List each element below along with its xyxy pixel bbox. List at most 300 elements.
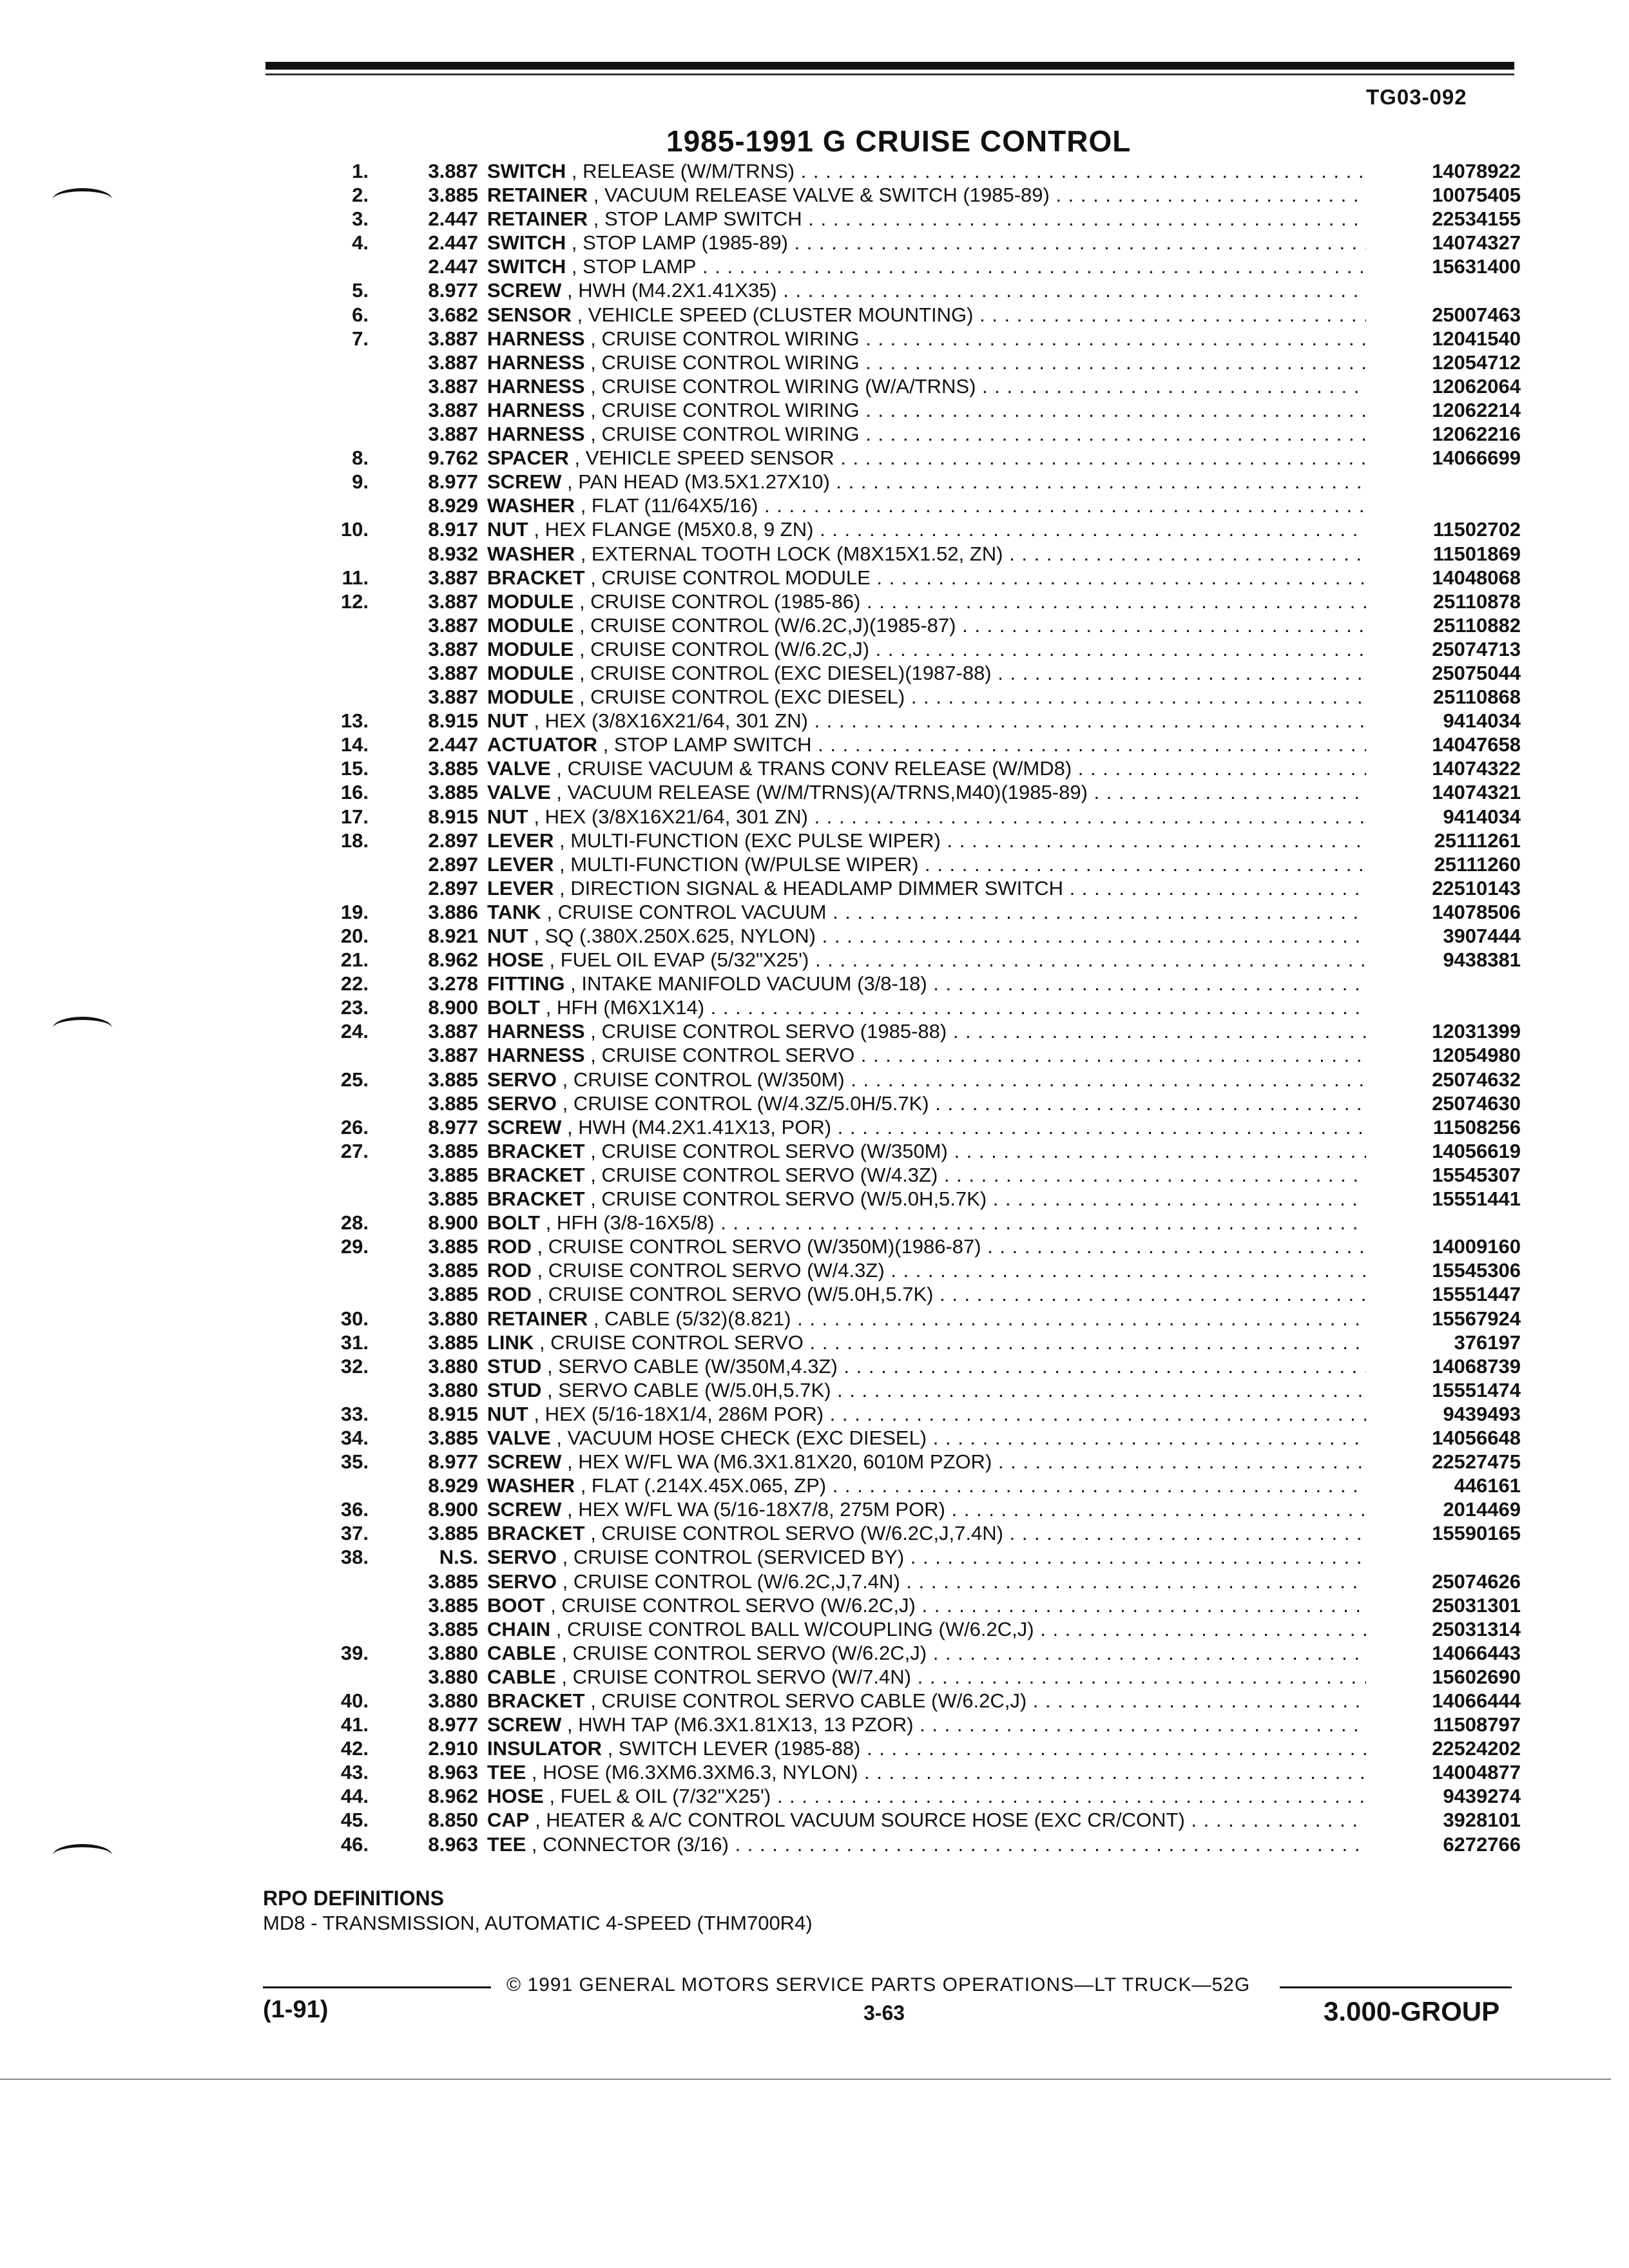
part-row	[309, 1808, 1521, 1832]
part-name: WASHER	[487, 494, 575, 517]
part-row	[309, 1426, 1521, 1450]
item-number: 33.	[340, 1402, 369, 1425]
part-description	[487, 1808, 1366, 1832]
part-detail: , STOP LAMP (1985-89)	[571, 231, 788, 255]
part-name: SERVO	[487, 1091, 557, 1115]
part-name: TEE	[487, 1832, 526, 1856]
item-number: 25.	[340, 1068, 369, 1091]
part-detail: , CRUISE CONTROL VACUUM	[546, 900, 827, 923]
part-name: BRACKET	[487, 1163, 585, 1186]
part-description	[487, 327, 1366, 351]
part-detail: , CRUISE VACUUM & TRANS CONV RELEASE (W/MD8)	[556, 757, 1072, 780]
part-description	[487, 1331, 1366, 1354]
group-number: 3.887	[428, 686, 478, 709]
part-name: LEVER	[487, 876, 554, 899]
part-row	[309, 1402, 1521, 1426]
footer-copyright: © 1991 GENERAL MOTORS SERVICE PARTS OPERATIONS—LT TRUCK—52G	[506, 1974, 1251, 1995]
part-number: 14078506	[1432, 900, 1521, 923]
group-number: 3.885	[428, 1426, 478, 1449]
part-detail: , SQ (.380X.250X.625, NYLON)	[534, 925, 816, 947]
part-detail: , SWITCH LEVER (1985-88)	[607, 1737, 861, 1760]
part-detail: , CRUISE CONTROL (W/6.2C,J)	[579, 637, 870, 660]
part-description	[487, 494, 1366, 517]
part-row	[309, 709, 1521, 733]
part-name: SCREW	[487, 279, 562, 302]
part-description	[487, 1426, 1366, 1450]
item-number: 9.	[352, 470, 369, 494]
part-row	[309, 1378, 1521, 1402]
group-number: 3.885	[428, 1068, 478, 1091]
part-name: NUT	[487, 805, 528, 828]
group-number: 3.887	[428, 661, 478, 684]
part-row	[309, 1497, 1521, 1521]
part-detail: , SERVO CABLE (W/5.0H,5.7K)	[547, 1378, 831, 1401]
group-number: 3.880	[428, 1665, 478, 1688]
part-detail: , STOP LAMP SWITCH	[602, 733, 812, 756]
part-name: SERVO	[487, 1570, 557, 1593]
part-description	[487, 661, 1366, 685]
group-number: 2.447	[428, 255, 478, 278]
part-number: 22510143	[1432, 876, 1521, 899]
part-name: SCREW	[487, 1115, 562, 1139]
part-detail: , FUEL OIL EVAP (5/32"X25')	[549, 948, 809, 972]
part-row	[309, 900, 1521, 924]
item-number: 45.	[340, 1809, 369, 1832]
group-number: 8.929	[428, 494, 478, 517]
part-number: 25074630	[1432, 1091, 1521, 1115]
part-row	[309, 1736, 1521, 1760]
item-number: 22.	[340, 972, 369, 995]
part-name: WASHER	[487, 542, 575, 565]
item-number: 15.	[340, 757, 369, 780]
part-detail: , VEHICLE SPEED (CLUSTER MOUNTING)	[577, 303, 974, 326]
group-number: 3.887	[428, 423, 478, 446]
group-number: 8.977	[428, 1115, 478, 1139]
part-row	[309, 1784, 1521, 1808]
group-number: 3.887	[428, 637, 478, 660]
part-description	[487, 1211, 1366, 1235]
part-description	[487, 1115, 1366, 1139]
group-number: 3.887	[428, 351, 478, 374]
part-number: 25031301	[1432, 1593, 1521, 1617]
part-row	[309, 1713, 1521, 1736]
part-number: 14048068	[1432, 566, 1521, 589]
part-name: TEE	[487, 1761, 526, 1784]
part-number: 15551474	[1432, 1378, 1521, 1401]
part-name: NUT	[487, 709, 528, 733]
group-number: 8.915	[428, 709, 478, 733]
part-name: HARNESS	[487, 327, 585, 350]
part-number: 12031399	[1432, 1020, 1521, 1043]
part-row	[309, 1068, 1521, 1091]
item-number: 42.	[340, 1737, 369, 1760]
part-row	[309, 1354, 1521, 1378]
part-name: SWITCH	[487, 255, 566, 278]
group-number: 8.850	[428, 1809, 478, 1832]
parts-list	[309, 159, 1521, 1856]
part-detail: , EXTERNAL TOOTH LOCK (M8X15X1.52, ZN)	[580, 542, 1003, 565]
footer-date: (1-91)	[263, 1996, 329, 2023]
part-detail: , CRUISE CONTROL (W/350M)	[562, 1068, 845, 1091]
group-number: 3.885	[428, 1259, 478, 1282]
rpo-heading: RPO DEFINITIONS	[263, 1887, 444, 1910]
part-row	[309, 303, 1521, 327]
part-detail: , HEX (5/16-18X1/4, 286M POR)	[534, 1402, 824, 1425]
part-name: HARNESS	[487, 351, 585, 374]
item-number: 5.	[352, 279, 369, 302]
group-number: 3.885	[428, 1235, 478, 1258]
item-number: 35.	[340, 1450, 369, 1474]
item-number: 29.	[340, 1235, 369, 1258]
part-number: 15567924	[1432, 1307, 1521, 1330]
part-description	[487, 852, 1366, 876]
part-name: SWITCH	[487, 231, 566, 255]
part-row	[309, 494, 1521, 517]
part-detail: , HEX W/FL WA (5/16-18X7/8, 275M POR)	[567, 1498, 945, 1521]
part-detail: , HEATER & A/C CONTROL VACUUM SOURCE HOSE (EXC CR/CONT)	[535, 1809, 1185, 1832]
part-number: 9438381	[1443, 948, 1521, 972]
item-number: 10.	[340, 518, 369, 541]
footer-rule-left	[263, 1986, 491, 1988]
part-row	[309, 207, 1521, 231]
part-name: INSULATOR	[487, 1737, 602, 1760]
part-row	[309, 805, 1521, 829]
part-description	[487, 1187, 1366, 1211]
part-number: 25111261	[1434, 829, 1521, 852]
part-description	[487, 1043, 1366, 1067]
group-number: 3.885	[428, 1617, 478, 1640]
part-number: 2014469	[1443, 1498, 1521, 1521]
part-description	[487, 1593, 1366, 1617]
part-description	[487, 470, 1366, 494]
item-number: 38.	[340, 1546, 369, 1569]
part-name: MODULE	[487, 661, 574, 684]
part-number: 22524202	[1432, 1737, 1521, 1760]
group-number: 3.885	[428, 1139, 478, 1162]
group-number: 3.887	[428, 398, 478, 421]
item-number: 23.	[340, 996, 369, 1019]
part-name: SPACER	[487, 447, 569, 470]
part-row	[309, 852, 1521, 876]
part-detail: , CRUISE CONTROL SERVO (W/350M)(1986-87)	[537, 1235, 981, 1258]
part-row	[309, 278, 1521, 302]
bottom-rule	[0, 2079, 1611, 2080]
part-description	[487, 1235, 1366, 1258]
part-description	[487, 1689, 1366, 1713]
part-row	[309, 1211, 1521, 1235]
part-description	[487, 1378, 1366, 1402]
group-number: 3.886	[428, 900, 478, 923]
part-number: 11501869	[1432, 542, 1521, 565]
part-name: BRACKET	[487, 1689, 585, 1712]
part-name: HARNESS	[487, 1044, 585, 1067]
part-description	[487, 207, 1366, 231]
part-number: 14066444	[1432, 1689, 1521, 1712]
part-number: 9439274	[1443, 1785, 1521, 1808]
group-number: 3.880	[428, 1641, 478, 1664]
group-number: 8.977	[428, 1713, 478, 1736]
part-row	[309, 733, 1521, 756]
part-name: HARNESS	[487, 374, 585, 398]
part-description	[487, 805, 1366, 829]
part-description	[487, 709, 1366, 733]
group-number: 2.897	[428, 852, 478, 876]
part-number: 15545306	[1432, 1259, 1521, 1282]
part-detail: , CRUISE CONTROL WIRING	[590, 423, 860, 446]
part-description	[487, 446, 1366, 470]
part-description	[487, 1784, 1366, 1808]
item-number: 7.	[352, 327, 369, 350]
part-description	[487, 517, 1366, 541]
group-number: 2.447	[428, 231, 478, 255]
part-name: MODULE	[487, 590, 574, 613]
part-row	[309, 446, 1521, 470]
part-number: 25074626	[1432, 1570, 1521, 1593]
item-number: 1.	[352, 160, 369, 182]
part-detail: , MULTI-FUNCTION (EXC PULSE WIPER)	[559, 829, 941, 852]
part-row	[309, 1307, 1521, 1331]
item-number: 40.	[340, 1689, 369, 1712]
group-number: 2.447	[428, 207, 478, 231]
part-name: BRACKET	[487, 1139, 585, 1162]
part-number: 9414034	[1443, 709, 1521, 733]
part-row	[309, 1545, 1521, 1569]
group-number: 3.880	[428, 1689, 478, 1712]
part-description	[487, 566, 1366, 590]
footer-rule-right	[1280, 1986, 1512, 1988]
part-number: 11508256	[1432, 1115, 1521, 1139]
part-description	[487, 1665, 1366, 1689]
part-name: STUD	[487, 1378, 542, 1401]
part-description	[487, 948, 1366, 972]
part-detail: , HFH (3/8-16X5/8)	[545, 1211, 715, 1235]
part-number: 9439493	[1443, 1402, 1521, 1425]
punch-hole-mark	[53, 1017, 112, 1039]
part-row	[309, 1043, 1521, 1067]
group-number: 8.915	[428, 805, 478, 828]
part-name: NUT	[487, 925, 528, 947]
part-number: 14056648	[1432, 1426, 1521, 1449]
part-description	[487, 278, 1366, 302]
page-title: 1985-1991 G CRUISE CONTROL	[666, 124, 1132, 158]
part-detail: , CRUISE CONTROL SERVO (W/6.2C,J)	[561, 1641, 927, 1664]
group-number: 3.885	[428, 1522, 478, 1545]
group-number: 9.762	[428, 447, 478, 470]
group-number: 3.887	[428, 566, 478, 589]
group-number: 3.880	[428, 1307, 478, 1330]
part-detail: , VACUUM HOSE CHECK (EXC DIESEL)	[556, 1426, 927, 1449]
group-number: 3.887	[428, 613, 478, 637]
part-row	[309, 1450, 1521, 1474]
part-detail: , CRUISE CONTROL WIRING	[590, 398, 860, 421]
group-number: N.S.	[439, 1546, 478, 1569]
part-name: VALVE	[487, 757, 551, 780]
part-row	[309, 661, 1521, 685]
part-detail: , CRUISE CONTROL WIRING (W/A/TRNS)	[590, 374, 976, 398]
part-description	[487, 1163, 1366, 1187]
group-number: 8.900	[428, 1498, 478, 1521]
part-description	[487, 1832, 1366, 1856]
part-number: 12054712	[1432, 351, 1521, 374]
part-name: SCREW	[487, 1450, 562, 1474]
part-name: CABLE	[487, 1641, 556, 1664]
group-number: 8.977	[428, 279, 478, 302]
part-name: HOSE	[487, 1785, 544, 1808]
part-name: NUT	[487, 1402, 528, 1425]
group-number: 2.910	[428, 1737, 478, 1760]
part-name: MODULE	[487, 686, 574, 709]
part-detail: , CRUISE CONTROL SERVO (W/5.0H,5.7K)	[590, 1187, 987, 1211]
group-number: 2.447	[428, 733, 478, 756]
part-row	[309, 637, 1521, 661]
part-detail: , CRUISE CONTROL WIRING	[590, 327, 860, 350]
part-name: ROD	[487, 1235, 532, 1258]
part-detail: , CRUISE CONTROL SERVO	[539, 1331, 804, 1354]
part-description	[487, 1402, 1366, 1426]
part-name: LEVER	[487, 852, 554, 876]
part-detail: , CRUISE CONTROL (W/4.3Z/5.0H/5.7K)	[562, 1091, 929, 1115]
part-description	[487, 1617, 1366, 1641]
part-name: RETAINER	[487, 207, 588, 231]
part-detail: , CRUISE CONTROL SERVO (W/6.2C,J,7.4N)	[590, 1522, 1003, 1545]
part-detail: , VACUUM RELEASE VALVE & SWITCH (1985-89)	[593, 184, 1050, 207]
group-number: 3.885	[428, 1187, 478, 1211]
part-description	[487, 876, 1366, 900]
part-name: TANK	[487, 900, 541, 923]
part-description	[487, 1713, 1366, 1736]
group-number: 3.278	[428, 972, 478, 995]
part-description	[487, 351, 1366, 374]
group-number: 3.885	[428, 1570, 478, 1593]
part-description	[487, 1570, 1366, 1593]
part-number: 9414034	[1443, 805, 1521, 828]
part-description	[487, 613, 1366, 637]
group-number: 3.885	[428, 1593, 478, 1617]
part-detail: , PAN HEAD (M3.5X1.27X10)	[567, 470, 830, 494]
part-name: MODULE	[487, 613, 574, 637]
part-name: HOSE	[487, 948, 544, 972]
item-number: 26.	[340, 1115, 369, 1139]
part-name: HARNESS	[487, 1020, 585, 1043]
group-number: 8.929	[428, 1474, 478, 1497]
part-number: 14047658	[1432, 733, 1521, 756]
part-number: 3928101	[1443, 1809, 1521, 1832]
part-row	[309, 470, 1521, 494]
part-row	[309, 1282, 1521, 1306]
punch-hole-mark	[53, 1844, 112, 1867]
part-detail: , CRUISE CONTROL (SERVICED BY)	[562, 1546, 905, 1569]
part-row	[309, 351, 1521, 374]
part-detail: , CABLE (5/32)(8.821)	[593, 1307, 791, 1330]
part-row	[309, 1163, 1521, 1187]
group-number: 2.897	[428, 876, 478, 899]
group-number: 3.880	[428, 1354, 478, 1378]
part-row	[309, 1331, 1521, 1354]
part-row	[309, 1521, 1521, 1545]
part-detail: , HEX FLANGE (M5X0.8, 9 ZN)	[534, 518, 814, 541]
part-description	[487, 1521, 1366, 1545]
part-row	[309, 1617, 1521, 1641]
part-description	[487, 255, 1366, 278]
part-number: 15551447	[1432, 1283, 1521, 1306]
part-detail: , CRUISE CONTROL SERVO (W/5.0H,5.7K)	[537, 1283, 934, 1306]
part-name: ROD	[487, 1259, 532, 1282]
part-description	[487, 733, 1366, 756]
group-number: 3.885	[428, 1163, 478, 1186]
part-detail: , CRUISE CONTROL SERVO (W/4.3Z)	[590, 1163, 938, 1186]
document-code: TG03-092	[1366, 85, 1467, 109]
part-name: NUT	[487, 518, 528, 541]
part-detail: , HWH (M4.2X1.41X13, POR)	[567, 1115, 832, 1139]
part-description	[487, 1760, 1366, 1784]
part-description	[487, 1736, 1366, 1760]
part-detail: , CRUISE CONTROL WIRING	[590, 351, 860, 374]
part-number: 12041540	[1432, 327, 1521, 350]
item-number: 17.	[340, 805, 369, 828]
part-number: 14009160	[1432, 1235, 1521, 1258]
part-description	[487, 422, 1366, 446]
group-number: 8.900	[428, 1211, 478, 1235]
part-row	[309, 1641, 1521, 1665]
item-number: 8.	[352, 447, 369, 470]
group-number: 3.885	[428, 184, 478, 207]
part-detail: , CRUISE CONTROL (1985-86)	[579, 590, 861, 613]
item-number: 28.	[340, 1211, 369, 1235]
part-number: 12054980	[1432, 1044, 1521, 1067]
part-detail: , MULTI-FUNCTION (W/PULSE WIPER)	[559, 852, 919, 876]
part-row	[309, 1091, 1521, 1115]
part-name: ROD	[487, 1283, 532, 1306]
part-description	[487, 1139, 1366, 1163]
part-description	[487, 637, 1366, 661]
part-name: SERVO	[487, 1546, 557, 1569]
part-detail: , CRUISE CONTROL SERVO (1985-88)	[590, 1020, 947, 1043]
part-description	[487, 1068, 1366, 1091]
item-number: 31.	[340, 1331, 369, 1354]
part-detail: , INTAKE MANIFOLD VACUUM (3/8-18)	[570, 972, 927, 995]
part-row	[309, 685, 1521, 709]
part-row	[309, 566, 1521, 590]
item-number: 44.	[340, 1785, 369, 1808]
part-detail: , FLAT (.214X.45X.065, ZP)	[580, 1474, 827, 1497]
group-number: 8.977	[428, 470, 478, 494]
part-detail: , FUEL & OIL (7/32"X25')	[549, 1785, 771, 1808]
part-number: 376197	[1454, 1331, 1521, 1354]
part-row	[309, 780, 1521, 804]
part-detail: , CRUISE CONTROL MODULE	[590, 566, 871, 589]
part-name: CHAIN	[487, 1617, 551, 1640]
group-number: 8.963	[428, 1832, 478, 1856]
part-row	[309, 756, 1521, 780]
group-number: 3.885	[428, 1091, 478, 1115]
part-name: STUD	[487, 1354, 542, 1378]
part-detail: , STOP LAMP	[571, 255, 697, 278]
item-number: 21.	[340, 948, 369, 972]
group-number: 3.682	[428, 303, 478, 326]
part-detail: , STOP LAMP SWITCH	[593, 207, 802, 231]
part-detail: , CRUISE CONTROL (W/6.2C,J,7.4N)	[562, 1570, 900, 1593]
group-number: 3.885	[428, 781, 478, 804]
part-number: 14066699	[1432, 447, 1521, 470]
group-number: 8.962	[428, 948, 478, 972]
item-number: 6.	[352, 303, 369, 326]
item-number: 43.	[340, 1761, 369, 1784]
part-detail: , RELEASE (W/M/TRNS)	[571, 160, 795, 182]
part-description	[487, 159, 1366, 183]
part-detail: , CRUISE CONTROL SERVO (W/4.3Z)	[537, 1259, 885, 1282]
top-rule-thin	[265, 73, 1514, 75]
group-number: 8.900	[428, 996, 478, 1019]
